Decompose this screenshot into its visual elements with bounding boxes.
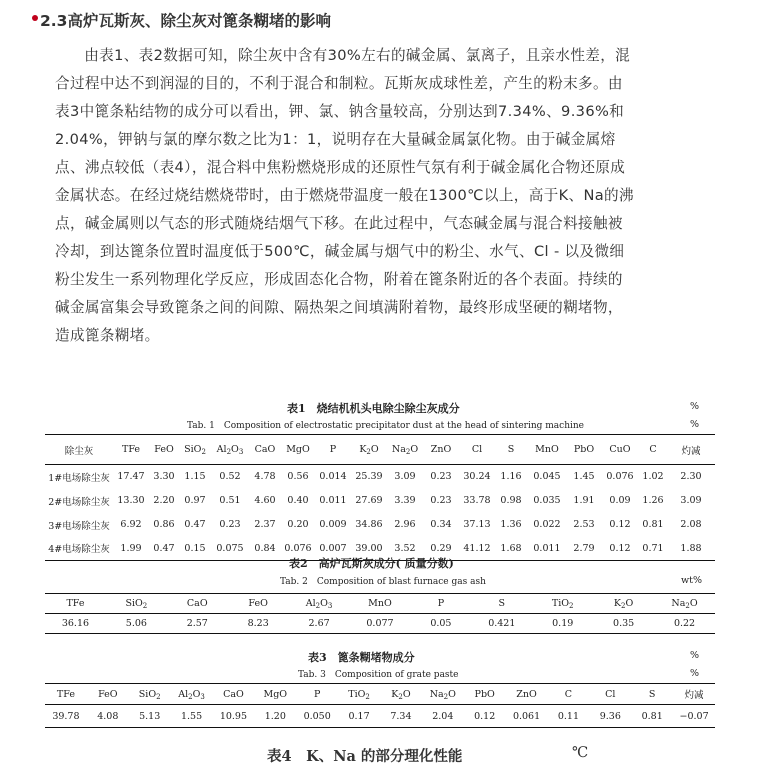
table-cell: 0.007 bbox=[319, 542, 347, 554]
table-cell: 0.23 bbox=[430, 471, 452, 483]
table-cell: 1.16 bbox=[500, 471, 522, 483]
table-cell: 2.04 bbox=[432, 710, 454, 722]
paragraph-line: 表3中篦条粘结物的成分可以看出，钾、氯、钠含量较高，分别达到7.34%、9.36%和 bbox=[55, 103, 625, 120]
table-cell: 0.97 bbox=[184, 495, 206, 506]
table-cell: 3.39 bbox=[394, 495, 416, 506]
column-header: MgO bbox=[286, 444, 310, 455]
table-cell: 0.014 bbox=[319, 471, 347, 483]
table3 bbox=[45, 683, 715, 728]
column-header: $Na_2O$ bbox=[391, 444, 419, 456]
table-cell: 0.077 bbox=[366, 618, 394, 629]
column-header: C bbox=[564, 688, 573, 700]
table-cell: 27.69 bbox=[355, 495, 383, 506]
table-cell: 1.02 bbox=[642, 471, 664, 483]
table-cell: 0.22 bbox=[673, 618, 696, 629]
column-header: $Al_2O_3$ bbox=[305, 598, 333, 610]
table-cell: 0.98 bbox=[500, 495, 522, 506]
table-cell: 17.47 bbox=[117, 471, 145, 483]
table-cell: 2.08 bbox=[680, 519, 702, 530]
table-cell: 0.011 bbox=[319, 495, 347, 506]
body-paragraph bbox=[55, 42, 715, 350]
column-header: $Al_2O_3$ bbox=[216, 444, 244, 456]
table-cell: 4.60 bbox=[254, 495, 276, 506]
table-cell: 0.47 bbox=[184, 519, 206, 530]
table-cell: 4.78 bbox=[254, 471, 276, 483]
column-header: $Na_2O$ bbox=[671, 598, 698, 610]
table1-caption-cn: 表1 烧结机机头电除尘除尘灰成分 bbox=[287, 402, 460, 415]
column-header: CaO bbox=[186, 598, 208, 609]
table3-unit-en: % bbox=[690, 668, 700, 679]
table-cell: 0.05 bbox=[430, 618, 452, 629]
table-cell: 0.15 bbox=[184, 542, 206, 554]
table-cell: 0.86 bbox=[153, 519, 175, 530]
table-cell: 0.81 bbox=[641, 710, 663, 722]
paragraph-line: 合过程中达不到润湿的目的，不利于混合和制粒。瓦斯灰成球性差，产生的粉末多。由 bbox=[55, 75, 623, 92]
paragraph-line: 造成篦条糊堵。 bbox=[55, 327, 160, 344]
section-heading bbox=[40, 9, 331, 31]
column-header: CaO bbox=[254, 444, 276, 455]
table-cell: 0.56 bbox=[287, 471, 309, 483]
column-header: TiO$_2$ bbox=[348, 688, 370, 701]
table-cell: 3#电场除尘灰 bbox=[48, 520, 110, 532]
column-header: TFe bbox=[66, 598, 85, 609]
table-cell: 1.36 bbox=[500, 519, 522, 530]
table-cell: 1.68 bbox=[500, 542, 522, 554]
table3-caption-cn: 表3 篦条糊堵物成分 bbox=[308, 651, 415, 664]
table-cell: 7.34 bbox=[390, 710, 412, 722]
table-cell: 2#电场除尘灰 bbox=[48, 496, 110, 508]
column-header: TFe bbox=[56, 688, 75, 700]
table-cell: 0.12 bbox=[609, 542, 631, 554]
table-cell: 4.08 bbox=[97, 710, 119, 722]
table-cell: 2.30 bbox=[680, 471, 702, 483]
table-cell: 1.99 bbox=[120, 542, 142, 554]
column-header: $K_2O$ bbox=[391, 688, 411, 701]
table-cell: 2.96 bbox=[394, 519, 416, 530]
paragraph-line: 由表1、表2数据可知，除尘灰中含有30%左右的碱金属、氯离子，且亲水性差，混 bbox=[84, 47, 631, 64]
paragraph-line: 冷却，到达篦条位置时温度低于500℃，碱金属与烟气中的粉尘、水气、Cl - 以及微细 bbox=[55, 243, 625, 260]
column-header: P bbox=[313, 688, 321, 700]
column-header: CuO bbox=[609, 444, 631, 455]
table-cell: 0.12 bbox=[474, 710, 496, 722]
table-cell: 33.78 bbox=[463, 495, 491, 506]
column-header: $Al_2O_3$ bbox=[178, 688, 205, 701]
column-header: ZnO bbox=[430, 444, 452, 455]
table-cell: 0.09 bbox=[609, 495, 631, 506]
column-header: Cl bbox=[605, 688, 616, 700]
table-cell: 41.12 bbox=[463, 542, 491, 554]
column-header: $Na_2O$ bbox=[429, 688, 456, 701]
column-header: FeO bbox=[248, 598, 268, 609]
column-header: MnO bbox=[535, 444, 559, 455]
table-row bbox=[45, 513, 715, 537]
table-cell: 0.022 bbox=[533, 519, 561, 530]
column-header: C bbox=[649, 444, 657, 455]
table-cell: 0.20 bbox=[287, 519, 309, 530]
table-cell: 0.23 bbox=[219, 519, 241, 530]
table-cell: 39.00 bbox=[355, 542, 383, 554]
table-cell: 0.81 bbox=[642, 519, 664, 530]
table3-caption-en: Tab. 3 Composition of grate paste bbox=[298, 670, 459, 680]
table-cell: 1.88 bbox=[680, 542, 702, 554]
column-header: 除尘灰 bbox=[64, 445, 94, 457]
column-header: FeO bbox=[154, 444, 174, 455]
column-header: $K_2O$ bbox=[359, 444, 379, 456]
table-cell: 30.24 bbox=[463, 471, 491, 483]
paragraph-line: 金属状态。在经过烧结燃烧带时，由于燃烧带温度一般在1300℃以上，高于K、Na的沸 bbox=[55, 187, 634, 204]
table-cell: 2.79 bbox=[573, 542, 595, 554]
table-cell: 0.12 bbox=[609, 519, 631, 530]
column-header: $K_2O$ bbox=[613, 598, 634, 610]
table1 bbox=[45, 434, 715, 561]
column-header: SiO$_2$ bbox=[184, 444, 206, 456]
table-cell: 0.34 bbox=[430, 519, 452, 530]
table-cell: 1.20 bbox=[264, 710, 286, 722]
table-cell: 2.53 bbox=[573, 519, 595, 530]
table-cell: 2.37 bbox=[254, 519, 276, 530]
table-cell: 0.045 bbox=[533, 471, 561, 483]
table-cell: 0.076 bbox=[606, 471, 634, 483]
paragraph-line: 碱金属富集会导致篦条之间的间隙、隔热架之间填满附着物，最终形成坚硬的糊堵物， bbox=[55, 299, 623, 316]
table2-unit-en: wt% bbox=[681, 575, 702, 586]
table-cell: 0.71 bbox=[642, 542, 664, 554]
column-header: SiO$_2$ bbox=[125, 598, 148, 610]
table1-unit-en: % bbox=[690, 419, 700, 430]
table-cell: 36.16 bbox=[61, 618, 90, 629]
column-header: TFe bbox=[121, 444, 141, 455]
table-cell: 9.36 bbox=[599, 710, 621, 722]
table-cell: 8.23 bbox=[247, 618, 269, 629]
table-cell: −0.07 bbox=[679, 710, 709, 722]
table-cell: 2.67 bbox=[308, 618, 330, 629]
paragraph-line: 2.04%，钾钠与氯的摩尔数之比为1：1，说明存在大量碱金属氯化物。由于碱金属熔 bbox=[55, 131, 616, 148]
table-cell: 1.15 bbox=[184, 471, 206, 483]
table-cell: 1#电场除尘灰 bbox=[48, 472, 110, 484]
table-cell: 1.55 bbox=[180, 710, 203, 722]
table4-caption-cn: 表4 K、Na 的部分理化性能 bbox=[267, 748, 463, 765]
table-cell: 5.06 bbox=[125, 618, 147, 629]
table-cell: 1.26 bbox=[642, 495, 664, 506]
paragraph-line: 点，碱金属则以气态的形式随烧结烟气下移。在此过程中，气态碱金属与混合料接触被 bbox=[55, 215, 623, 232]
column-header: P bbox=[437, 598, 445, 609]
table-cell: 0.11 bbox=[557, 710, 580, 722]
paragraph-line: 点、沸点较低（表4），混合料中焦粉燃烧形成的还原性气氛有利于碱金属化合物还原成 bbox=[55, 159, 626, 176]
table-row bbox=[45, 489, 715, 513]
table-cell: 0.52 bbox=[219, 471, 241, 483]
table-cell: 3.30 bbox=[153, 471, 175, 483]
column-header: 灼减 bbox=[681, 445, 701, 457]
column-header: 灼减 bbox=[684, 690, 704, 701]
table-cell: 0.29 bbox=[430, 542, 452, 554]
paragraph-line: 粉尘发生一系列物理化学反应，形成固态化合物，附着在篦条附近的各个表面。持续的 bbox=[55, 271, 623, 288]
table-cell: 0.009 bbox=[319, 519, 347, 530]
table-cell: 0.84 bbox=[254, 542, 276, 554]
table-cell: 6.92 bbox=[120, 519, 142, 530]
table1-caption-en: Tab. 1 Composition of electrostatic precipitator dust at the head of sintering machine bbox=[187, 421, 585, 431]
section-heading-text: 2.3高炉瓦斯灰、除尘灰对篦条糊堵的影响 bbox=[40, 12, 331, 30]
table-cell: 3.09 bbox=[394, 471, 416, 483]
table-cell: 5.13 bbox=[139, 710, 161, 722]
table4-unit: ℃ bbox=[572, 745, 589, 761]
column-header: ZnO bbox=[516, 688, 537, 700]
table-cell: 1.91 bbox=[573, 495, 595, 506]
table-cell: 4#电场除尘灰 bbox=[48, 544, 110, 556]
table-cell: 0.19 bbox=[552, 618, 574, 629]
table-cell: 0.35 bbox=[613, 618, 635, 629]
column-header: PbO bbox=[474, 688, 495, 700]
table-cell: 3.09 bbox=[680, 495, 702, 506]
column-header: S bbox=[498, 598, 506, 609]
table-cell: 0.421 bbox=[488, 618, 516, 629]
table-cell: 2.20 bbox=[153, 495, 175, 506]
column-header: FeO bbox=[98, 688, 118, 700]
table-cell: 0.061 bbox=[512, 710, 541, 722]
column-header: Cl bbox=[471, 444, 483, 455]
table-cell: 37.13 bbox=[463, 519, 491, 530]
table-cell: 0.011 bbox=[533, 542, 561, 554]
table-cell: 2.57 bbox=[186, 618, 208, 629]
column-header: S bbox=[507, 444, 515, 455]
table-cell: 34.86 bbox=[355, 519, 383, 530]
table2 bbox=[45, 593, 715, 634]
column-header: TiO$_2$ bbox=[551, 598, 574, 610]
column-header: SiO$_2$ bbox=[138, 688, 161, 701]
column-header: P bbox=[329, 444, 337, 455]
table-cell: 1.45 bbox=[573, 471, 595, 483]
table-cell: 0.40 bbox=[287, 495, 309, 506]
table-cell: 0.23 bbox=[430, 495, 452, 506]
table3-unit-cn: % bbox=[690, 650, 700, 661]
table-cell: 0.035 bbox=[533, 495, 561, 506]
table2-caption-cn: 表2 高炉瓦斯灰成分( 质量分数) bbox=[289, 557, 454, 570]
bullet-dot-icon bbox=[32, 15, 38, 21]
table-row bbox=[45, 614, 715, 634]
table2-caption-en: Tab. 2 Composition of blast furnace gas ash bbox=[280, 577, 486, 587]
table-cell: 39.78 bbox=[52, 710, 80, 722]
table-row bbox=[45, 705, 715, 728]
table-cell: 0.47 bbox=[153, 542, 175, 554]
column-header: MgO bbox=[263, 688, 288, 700]
table-cell: 0.17 bbox=[348, 710, 370, 722]
table-cell: 0.075 bbox=[216, 542, 244, 554]
column-header: S bbox=[648, 688, 656, 700]
table-cell: 0.050 bbox=[303, 710, 331, 722]
table-cell: 0.51 bbox=[219, 495, 241, 506]
table-cell: 0.076 bbox=[284, 542, 312, 554]
table1-unit-cn: % bbox=[690, 401, 700, 412]
table-cell: 10.95 bbox=[219, 710, 248, 722]
table-cell: 25.39 bbox=[355, 471, 383, 483]
table-cell: 13.30 bbox=[117, 495, 145, 506]
column-header: MnO bbox=[368, 598, 392, 609]
table-row bbox=[45, 465, 715, 489]
table-cell: 3.52 bbox=[394, 542, 416, 554]
column-header: PbO bbox=[573, 444, 595, 455]
column-header: CaO bbox=[223, 688, 244, 700]
